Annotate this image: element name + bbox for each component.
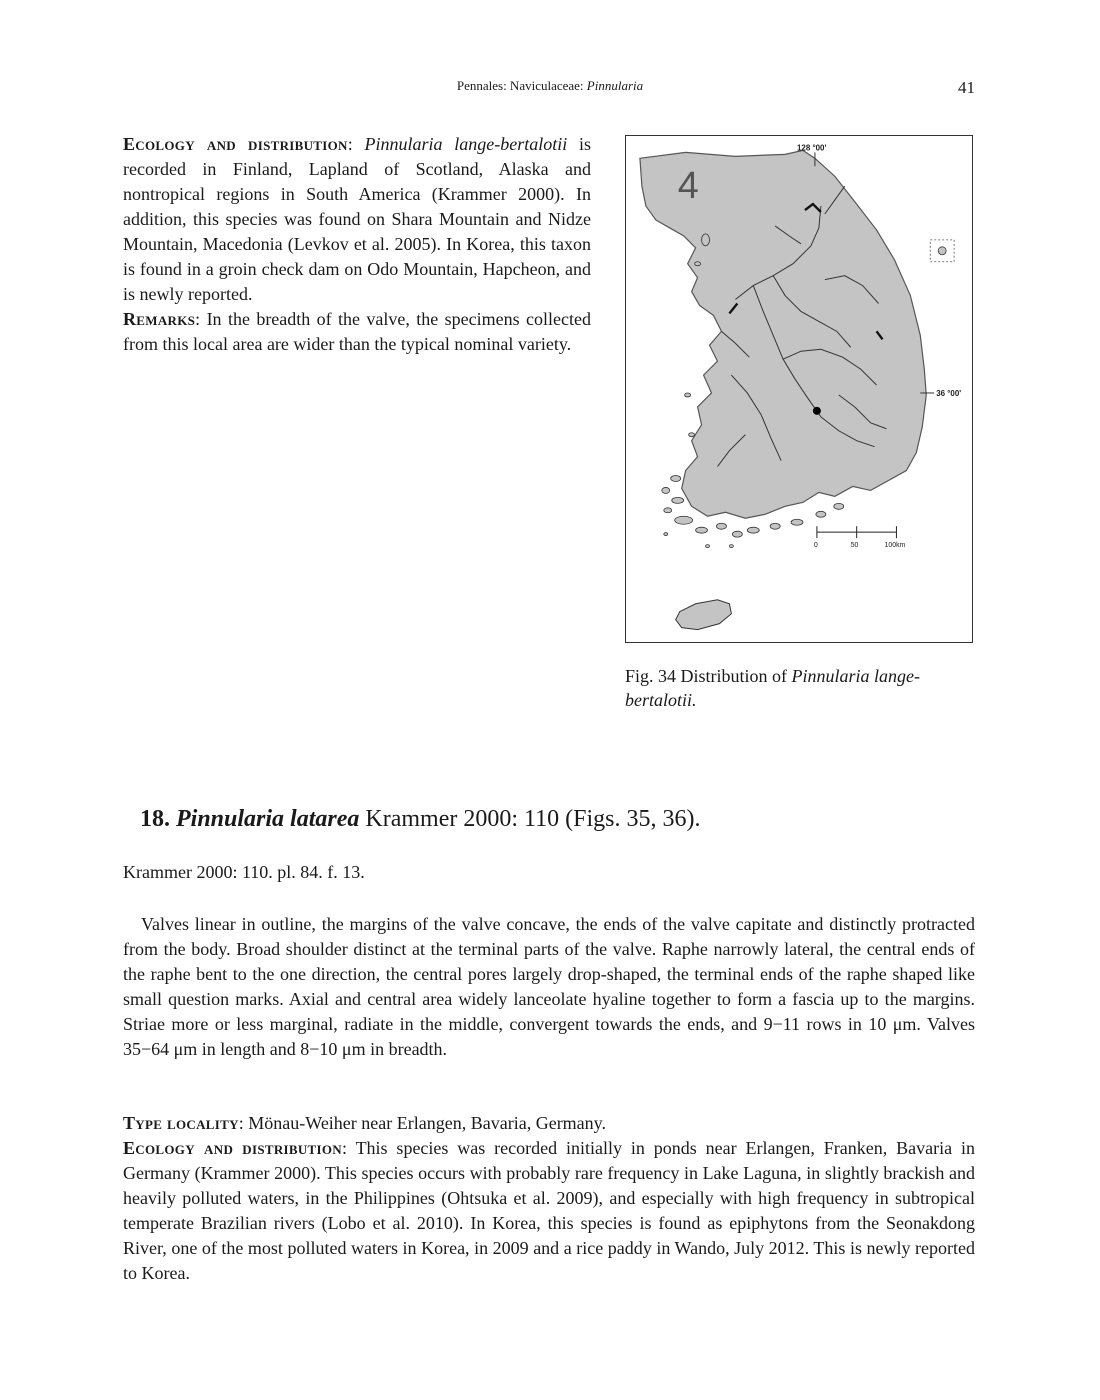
description-paragraph: Valves linear in outline, the margins of the valve concave, the ends of the valve capitate and distinctly protracted from the body. Broad shoulder distinct at the terminal parts of the valve. Raphe narrowly lateral, the central ends of the raphe bent to the one direction, the central pores largely drop-shaped, the terminal ends of the raphe shaped like small question marks. Axial and central area widely lanceolate hyaline together to form a fascia up to the margins. Striae more or less marginal, radiate in the middle, convergent towards the ends, and 9−11 rows in 10 μm. Valves 35−64 μm in length and 8−10 μm in breadth. (123, 914, 975, 1059)
type-locality-paragraph: Type locality: Mönau-Weiher near Erlangen, Bavaria, Germany. (123, 1113, 607, 1133)
running-head-genus: Pinnularia (586, 78, 644, 93)
longitude-label: 128 °00' (797, 143, 827, 153)
korea-map (626, 136, 972, 642)
species-authority: Krammer 2000: 110 (Figs. 35, 36). (359, 806, 701, 832)
ecology-paragraph: Ecology and distribution: Pinnularia lange-bertalotii is recorded in Finland, Lapland of Scotland, Alaska and nontropical regions in South America (Krammer 2000). In addition, this species was found on Shara Mountain and Nidze Mountain, Macedonia (Levkov et al. 2005). In Korea, this taxon is found in a groin check dam on Odo Mountain, Hapcheon, and is newly reported. (123, 134, 591, 304)
description-block (123, 912, 975, 1062)
scale-label-100km: 100km (884, 542, 906, 550)
scale-label-0: 0 (813, 542, 818, 550)
ecology-text: is recorded in Finland, Lapland of Scotland, Alaska and nontropical regions in South America (Krammer 2000). In addition, this species was found on Shara Mountain and Nidze Mountain, Macedonia (Levkov et al. 2005). In Korea, this taxon is found in a groin check dam on Odo Mountain, Hapcheon, and is newly reported. (123, 134, 591, 304)
type-ecology-block (123, 1111, 975, 1286)
caption-species: Pinnularia lange-bertalotii. (625, 666, 921, 710)
figure-caption (625, 664, 977, 712)
type-locality-text: Mönau-Weiher near Erlangen, Bavaria, Germany. (248, 1113, 607, 1133)
ecology-distribution-text: This species was recorded initially in ponds near Erlangen, Franken, Bavaria in Germany (Krammer 2000). This species occurs with probably rare frequency in Lake Laguna, in slightly brackish and heavily polluted waters, in the Philippines (Ohtsuka et al. 2009), and especially with high frequency in subtropical temperate Brazilian rivers (Lobo et al. 2010). In Korea, this species is found as epiphytons from the Seonakdong River, one of the most polluted waters in Korea, in 2009 and a rice paddy in Wando, July 2012. This is newly reported to Korea. (123, 1138, 975, 1283)
left-column (123, 132, 591, 357)
remarks-text: In the breadth of the valve, the specimens collected from this local area are wider than the typical nominal variety. (123, 309, 591, 354)
ulleungdo-island (938, 247, 946, 255)
ecology-distribution-label: Ecology and distribution (123, 1138, 342, 1158)
running-head-prefix: Pennales: Naviculaceae: (456, 78, 587, 93)
species-number: 18. (140, 806, 170, 832)
remarks-label: Remarks (123, 309, 196, 329)
page-number: 41 (958, 78, 975, 97)
jeju-island (676, 600, 732, 630)
running-head (0, 78, 1100, 94)
panel-number: 4 (677, 165, 699, 208)
remarks-paragraph: Remarks: In the breadth of the valve, the specimens collected from this local area are wider than the typical nominal variety. (123, 309, 591, 354)
scale-bar (817, 526, 897, 538)
caption-prefix: Fig. 34 Distribution of (625, 666, 792, 686)
species-heading (140, 806, 700, 833)
scale-label-50: 50 (850, 542, 859, 550)
type-locality-label: Type locality (123, 1113, 239, 1133)
distribution-map-figure (625, 135, 973, 643)
ecology-distribution-paragraph: Ecology and distribution: This species was recorded initially in ponds near Erlangen, Franken, Bavaria in Germany (Krammer 2000). This species occurs with probably rare frequency in Lake Laguna, in slightly brackish and heavily polluted waters, in the Philippines (Ohtsuka et al. 2009), and especially with high frequency in subtropical temperate Brazilian rivers (Lobo et al. 2010). In Korea, this species is found as epiphytons from the Seonakdong River, one of the most polluted waters in Korea, in 2009 and a rice paddy in Wando, July 2012. This is newly reported to Korea. (123, 1138, 975, 1283)
ecology-species: Pinnularia lange-bertalotii (364, 134, 568, 154)
species-citation: Krammer 2000: 110. pl. 84. f. 13. (123, 862, 365, 882)
locality-marker (813, 407, 821, 415)
ecology-label: Ecology and distribution (123, 134, 348, 154)
species-name: Pinnularia latarea (176, 806, 360, 832)
latitude-label: 36 °00' (936, 388, 962, 398)
